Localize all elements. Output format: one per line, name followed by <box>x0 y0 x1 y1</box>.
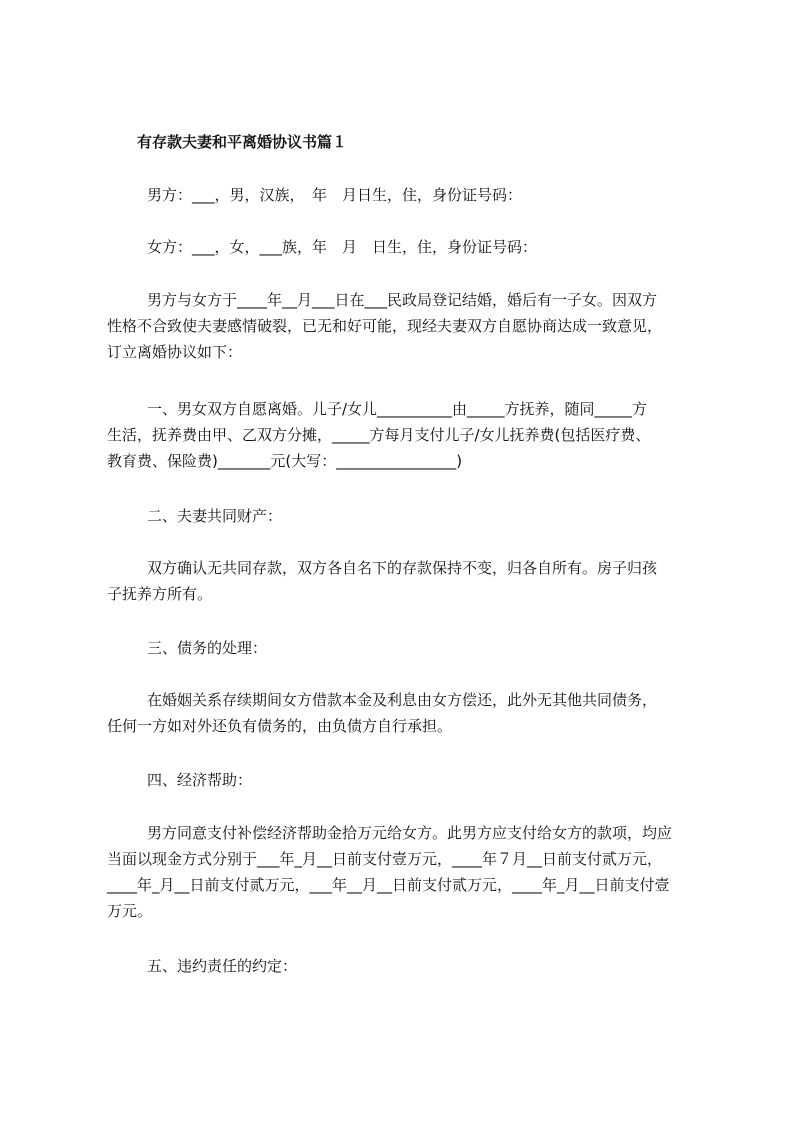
clause3-line-1: 在婚姻关系存续期间女方借款本金及利息由女方偿还，此外无其他共同债务， <box>147 691 658 709</box>
document-title: 有存款夫妻和平离婚协议书篇１ <box>137 133 348 151</box>
intro-line-1: 男方与女方于____年__月___日在___民政局登记结婚，婚后有一子女。因双方 <box>147 291 658 309</box>
woman-info-line: 女方：___，女，___族，年 月 日生，住，身份证号码： <box>147 238 538 256</box>
clause3-line-2: 任何一方如对外还负有债务的，由负债方自行承担。 <box>107 717 453 735</box>
heading-5: 五、违约责任的约定： <box>147 957 298 975</box>
man-info-line: 男方：___，男，汉族， 年 月日生，住，身份证号码： <box>147 186 523 204</box>
clause4-line-1: 男方同意支付补偿经济帮助金拾万元给女方。此男方应支付给女方的款项，均应 <box>147 824 673 842</box>
clause1-line-1: 一、男女双方自愿离婚。儿子/女儿__________由_____方抚养，随同_____方 <box>147 400 648 418</box>
heading-3: 三、债务的处理： <box>147 639 268 657</box>
clause4-line-2: 当面以现金方式分别于___年_月__日前支付壹万元，____年７月__日前支付贰万元， <box>107 850 663 868</box>
clause2-line-2: 子抚养方所有。 <box>107 585 213 603</box>
clause2-line-1: 双方确认无共同存款，双方各自名下的存款保持不变，归各自所有。房子归孩 <box>147 559 658 577</box>
intro-line-2: 性格不合致使夫妻感情破裂，已无和好可能，现经夫妻双方自愿协商达成一致意见， <box>107 317 663 335</box>
clause4-line-4: 万元。 <box>107 902 153 920</box>
clause1-line-2: 生活，抚养费由甲、乙双方分摊，_____方每月支付儿子/女儿抚养费(包括医疗费、 <box>107 426 651 444</box>
heading-4: 四、经济帮助： <box>147 771 253 789</box>
heading-2: 二、夫妻共同财产： <box>147 507 283 525</box>
intro-line-3: 订立离婚协议如下： <box>107 343 243 361</box>
clause4-line-3: ____年_月__日前支付贰万元，___年__月__日前支付贰万元，____年_月__日前支付壹 <box>107 876 670 894</box>
clause1-line-3: 教育费、保险费)_______元(大写：________________) <box>107 452 463 470</box>
